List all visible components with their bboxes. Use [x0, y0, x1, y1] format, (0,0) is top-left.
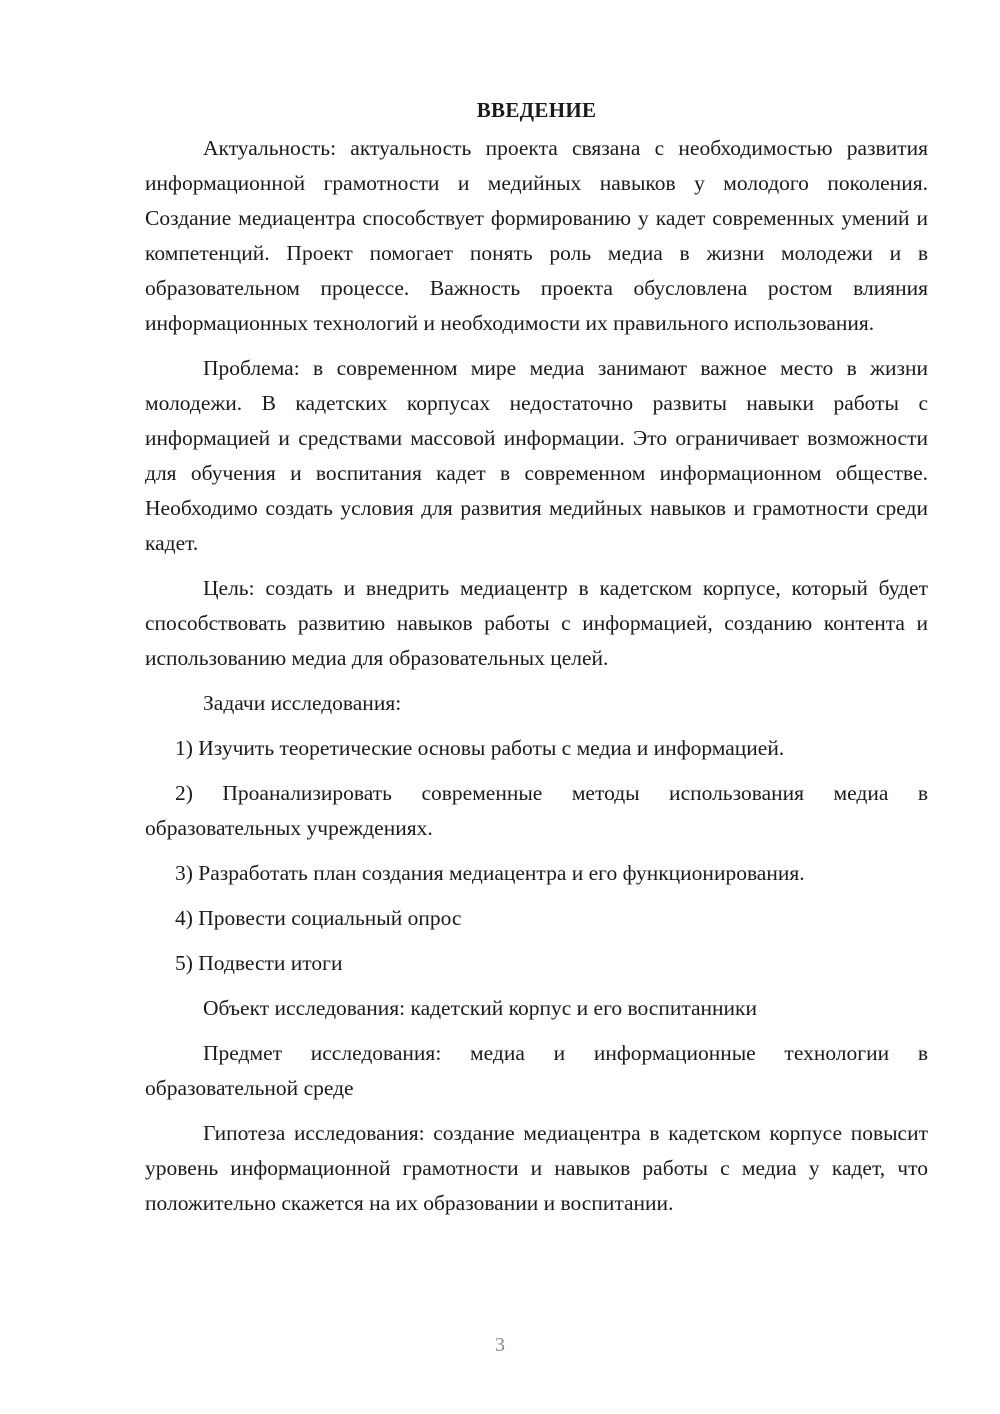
- page-title: ВВЕДЕНИЕ: [476, 98, 597, 122]
- goal-paragraph: Цель: создать и внедрить медиацентр в кадетском корпусе, который будет способствовать развитию навыков работы с информацией, созданию контента и использованию медиа для образовательных целей.: [145, 576, 928, 670]
- page-number: 3: [495, 1334, 505, 1356]
- task-item: 3) Разработать план создания медиацентра и его функционирования.: [175, 861, 805, 885]
- relevance-paragraph: Актуальность: актуальность проекта связана с необходимостью развития информационной грамотности и медийных навыков у молодого поколения. Создание медиацентра способствует формированию у кадет современных умений и компетенций. Проект помогает понять роль медиа в жизни молодежи и в образовательном процессе. Важность проекта обусловлена ростом влияния информационных технологий и необходимости их правильного использования.: [145, 136, 928, 335]
- document-page: [145, 95, 928, 1231]
- tasks-heading: Задачи исследования:: [203, 691, 402, 715]
- hypothesis-paragraph: Гипотеза исследования: создание медиацентра в кадетском корпусе повысит уровень информационной грамотности и навыков работы с медиа у кадет, что положительно скажется на их образовании и воспитании.: [145, 1121, 928, 1215]
- subject-paragraph: Предмет исследования: медиа и информационные технологии в образовательной среде: [145, 1041, 928, 1100]
- task-item: 5) Подвести итоги: [175, 951, 343, 975]
- task-item: 4) Провести социальный опрос: [175, 906, 462, 930]
- task-item: 2) Проанализировать современные методы использования медиа в образовательных учреждениях.: [145, 781, 928, 840]
- problem-paragraph: Проблема: в современном мире медиа занимают важное место в жизни молодежи. В кадетских корпусах недостаточно развиты навыки работы с информацией и средствами массовой информации. Это ограничивает возможности для обучения и воспитания кадет в современном информационном обществе. Необходимо создать условия для развития медийных навыков и грамотности среди кадет.: [145, 356, 928, 555]
- object-paragraph: Объект исследования: кадетский корпус и его воспитанники: [203, 996, 758, 1020]
- task-item: 1) Изучить теоретические основы работы с медиа и информацией.: [175, 736, 785, 760]
